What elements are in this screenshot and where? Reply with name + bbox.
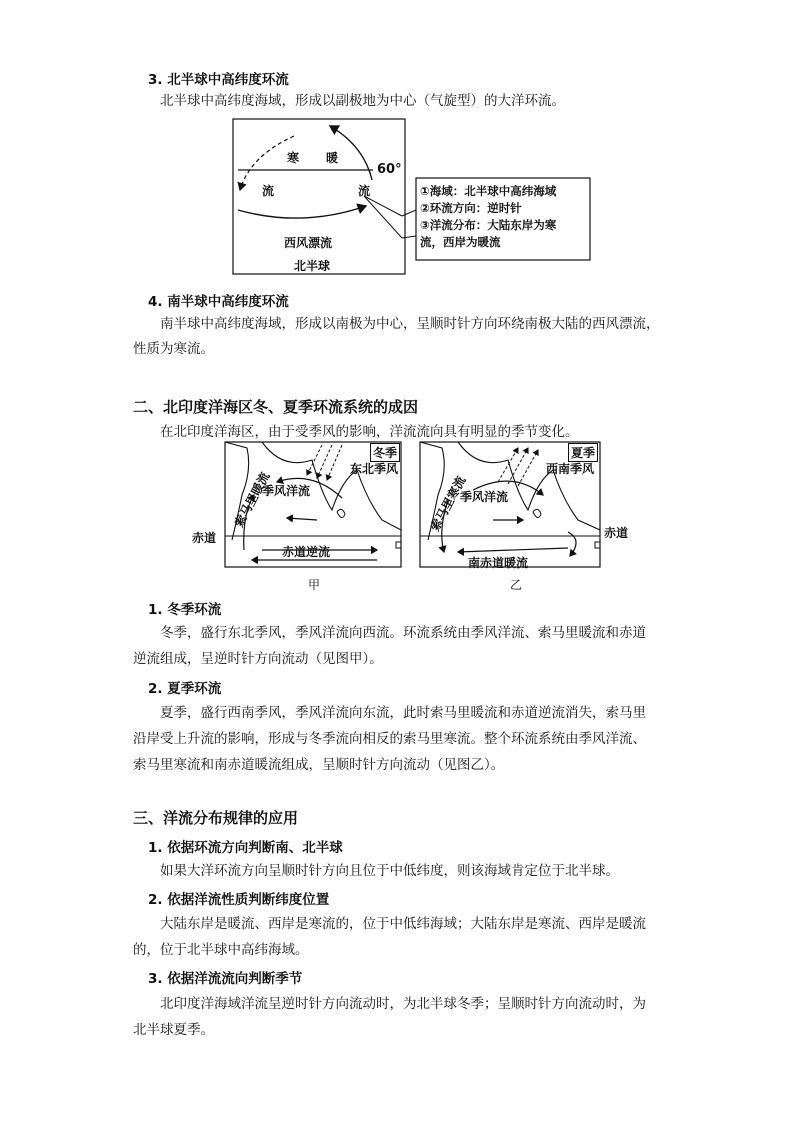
label-monsoon-current-summer: 季风洋流 — [460, 490, 509, 504]
paragraph-sh-line1: 南半球中高纬度海域，形成以南极为中心，呈顺时针方向环绕南极大陆的西风漂流， — [160, 316, 660, 332]
paragraph-nh-circulation: 北半球中高纬度海域，形成以副极地为中心（气旋型）的大洋环流。 — [160, 93, 565, 109]
paragraph-sh-line2: 性质为寒流。 — [133, 341, 214, 357]
callout-line-4: 流，西岸为暖流 — [420, 235, 501, 249]
part-heading-indian-ocean: 二、北印度洋海区冬、夏季环流系统的成因 — [133, 398, 419, 416]
label-flow-right: 流 — [358, 184, 371, 198]
paragraph-hemisphere: 如果大洋环流方向呈顺时针方向且位于中低纬度，则该海域肯定位于北半球。 — [160, 863, 619, 879]
callout-line-1: ①海域：北半球中高纬海域 — [420, 184, 557, 198]
subheading-hemisphere: 1. 依据环流方向判断南、北半球 — [148, 840, 343, 856]
paragraph-latitude-line1: 大陆东岸是暖流、西岸是寒流的，位于中低纬海域；大陆东岸是寒流、西岸是暖流 — [160, 916, 646, 932]
label-somali-warm-current: 索马里暖流 — [231, 469, 273, 530]
paragraph-latitude-line2: 的，位于北半球中高纬海域。 — [133, 942, 309, 958]
paragraph-winter-line2: 逆流组成，呈逆时针方向流动（见图甲）。 — [133, 651, 383, 667]
paragraph-indian-ocean-intro: 在北印度洋海区，由于受季风的影响，洋流流向具有明显的季节变化。 — [160, 424, 579, 440]
paragraph-season-line2: 北半球夏季。 — [133, 1022, 214, 1038]
paragraph-winter-line1: 冬季，盛行东北季风，季风洋流向西流。环流系统由季风洋流、索马里暖流和赤道 — [160, 625, 646, 641]
label-west-wind-drift: 西风漂流 — [284, 236, 333, 250]
label-sw-monsoon: 西南季风 — [546, 462, 595, 476]
season-badge-winter: 冬季 — [370, 443, 400, 462]
subheading-latitude: 2. 依据洋流性质判断纬度位置 — [148, 892, 330, 908]
figure-nh-gyre — [232, 118, 592, 276]
paragraph-summer-line3: 索马里寒流和南赤道暖流组成，呈顺时针方向流动（见图乙）。 — [133, 757, 505, 773]
label-equator-summer: 赤道 — [604, 526, 629, 540]
caption-yi: 乙 — [510, 578, 523, 592]
paragraph-summer-line1: 夏季，盛行西南季风，季风洋流向东流，此时索马里暖流和赤道逆流消失，索马里 — [160, 705, 646, 721]
label-somali-cold-current: 索马里寒流 — [427, 473, 469, 534]
section-heading-winter: 1. 冬季环流 — [148, 602, 222, 618]
label-northern-hemisphere: 北半球 — [294, 259, 331, 273]
section-heading-summer: 2. 夏季环流 — [148, 681, 222, 697]
label-south-equatorial-current: 南赤道暖流 — [468, 556, 529, 570]
part-heading-applications: 三、洋流分布规律的应用 — [133, 809, 299, 827]
paragraph-summer-line2: 沿岸受上升流的影响，形成与冬季流向相反的索马里寒流。整个环流系统由季风洋流、 — [133, 731, 646, 747]
section-heading-sh-circulation: 4. 南半球中高纬度环流 — [148, 294, 289, 310]
callout-line-3: ③洋流分布：大陆东岸为寒 — [420, 218, 557, 232]
label-warm: 暖 — [326, 151, 339, 165]
paragraph-season-line1: 北印度洋海域洋流呈逆时针方向流动时，为北半球冬季；呈顺时针方向流动时，为 — [160, 996, 646, 1012]
label-equator-winter: 赤道 — [192, 531, 217, 545]
callout-line-2: ②环流方向：逆时针 — [420, 201, 522, 215]
subheading-season: 3. 依据洋流流向判断季节 — [148, 971, 303, 987]
section-heading-nh-circulation: 3. 北半球中高纬度环流 — [148, 72, 289, 88]
label-monsoon-current-winter: 季风洋流 — [262, 484, 311, 498]
label-flow-left: 流 — [262, 184, 275, 198]
season-badge-summer: 夏季 — [568, 443, 598, 462]
label-equatorial-countercurrent: 赤道逆流 — [282, 545, 331, 559]
label-cold: 寒 — [287, 151, 300, 165]
caption-jia: 甲 — [308, 578, 321, 592]
map-summer — [418, 440, 638, 592]
label-ne-monsoon: 东北季风 — [350, 462, 399, 476]
callout-box — [420, 183, 556, 251]
map-winter — [192, 440, 404, 592]
label-latitude: 60° — [377, 162, 402, 177]
